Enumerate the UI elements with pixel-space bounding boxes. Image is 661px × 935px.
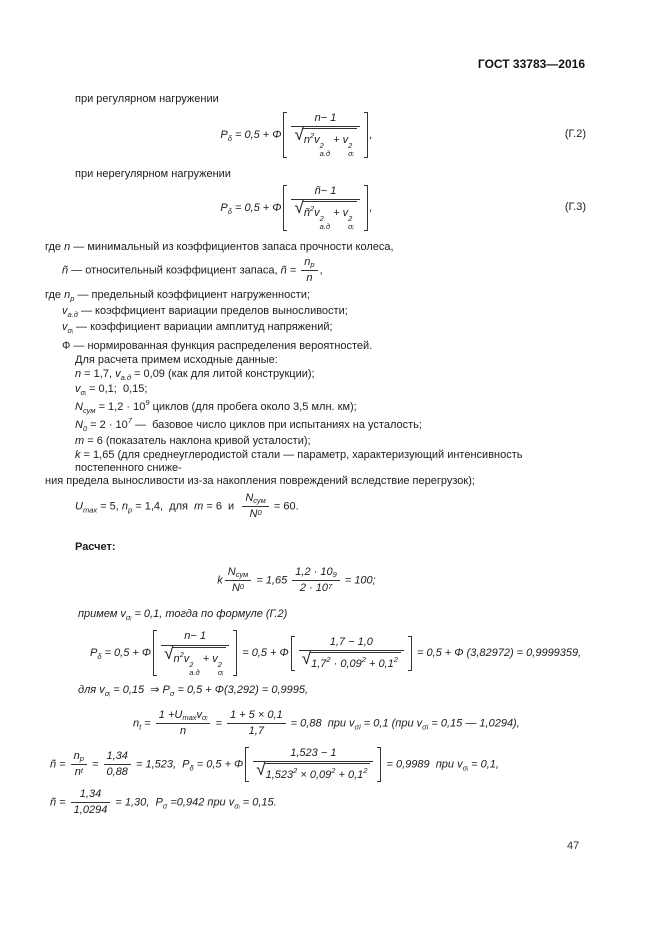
- var-vsigma-sub: σᵢ: [234, 801, 240, 811]
- var-np: n: [64, 289, 71, 302]
- equation-g2-row: [45, 112, 586, 158]
- para-regular-loading: при регулярном нагружении: [75, 93, 219, 105]
- text: при: [429, 758, 458, 771]
- sqrt: [294, 198, 356, 231]
- equation-g3-row: [45, 185, 586, 231]
- var-P-sub: δ: [227, 206, 232, 216]
- result: = 100;: [341, 574, 376, 587]
- text: = 0,1 (при: [360, 717, 417, 730]
- calc-main-formula: [45, 630, 586, 676]
- right-bracket: [364, 112, 368, 158]
- var-P-sub: δ: [227, 133, 232, 143]
- raschet-heading: Расчет:: [75, 541, 116, 554]
- fraction: [291, 185, 359, 231]
- calc-k-row: [45, 566, 586, 595]
- rad-n: n: [303, 134, 310, 147]
- rad-v2: v: [342, 134, 349, 147]
- equation-g3: [45, 185, 548, 231]
- var-vad-sub: а.д: [67, 310, 78, 319]
- var-ntilde2: ñ: [280, 264, 287, 277]
- eq-part: = 0,5 + Φ: [101, 647, 152, 660]
- var-vsigma-sub: σᵢ: [67, 325, 73, 335]
- rad-n-sup: 2: [309, 204, 315, 214]
- eq-part: = 0,5 + Φ: [239, 647, 289, 660]
- var-np-sub: р: [128, 505, 133, 515]
- result: =0,942 при: [167, 796, 229, 809]
- value: = 1,2 · 10: [95, 401, 146, 414]
- var-n: n: [75, 367, 82, 380]
- supsub: 2 а.д: [189, 659, 200, 677]
- var-vsigma: v: [99, 684, 105, 697]
- given-line-6: [45, 449, 586, 475]
- arrow-implies: = 0,15 ⇒: [110, 684, 163, 697]
- exponent: 7: [127, 416, 132, 426]
- where-text: — минимальный из коэффициентов запаса прочности колеса,: [70, 240, 394, 253]
- var-vsigma: v: [75, 383, 81, 396]
- fraction: 1,7 − 1,0 √ $1,7^2 \cdot 0,09^2 + 0,1^2$: [299, 636, 404, 671]
- value-note: — базовое число циклов при испытаниях на усталость;: [131, 419, 422, 432]
- sqrt: √ $1,7^2 \cdot 0,09^2 + 0,1^2$: [302, 652, 401, 671]
- where-text: — относительный коэффициент запаса,: [68, 264, 281, 277]
- sqrt: √ $n^2v$ 2 а.д + v 2 σᵢ: [164, 647, 226, 677]
- eq-sign: = 1,65: [253, 574, 291, 587]
- text: примем: [78, 607, 121, 620]
- equation-g2: [45, 112, 548, 158]
- eq-tail: ,: [369, 128, 373, 141]
- bracket-group: [283, 185, 367, 231]
- result: = 0,5 + Φ (3,82972) = 0,9999359,: [413, 647, 582, 660]
- value-note: = 0,09 (как для литой конструкции);: [130, 367, 315, 380]
- where-text: — коэффициент вариации амплитуд напряжений;: [72, 320, 333, 333]
- var-nt: n: [133, 717, 140, 730]
- var-vsigma-sub: σᵢ: [462, 763, 469, 773]
- var-vad: v: [115, 367, 121, 380]
- formula-g2: [220, 112, 372, 158]
- var-ntilde: ñ: [62, 264, 69, 277]
- where-line-phi: [45, 340, 586, 353]
- text: = 0,1,: [468, 758, 499, 771]
- equation-label-g3: (Г.3): [564, 201, 586, 214]
- calc-for-015-line: [45, 684, 586, 699]
- var-N0: N: [75, 419, 83, 432]
- var-k: k: [75, 448, 81, 461]
- eq-pre: = 0,5 + Φ: [231, 128, 282, 141]
- text: для: [78, 684, 100, 697]
- left-bracket: [291, 636, 295, 671]
- given-line-2: [45, 383, 586, 398]
- radical-icon: √: [294, 125, 304, 145]
- var-P-sub: δ: [97, 652, 102, 662]
- result: = 0,9989: [383, 758, 430, 771]
- result: = 1,523,: [132, 758, 183, 771]
- var-vsigma-sub: σᵢ: [80, 388, 86, 398]
- formula-k: [217, 566, 375, 595]
- eq-sign: =: [212, 717, 226, 730]
- fraction: 1 + U max v σᵢ n: [156, 709, 211, 738]
- var-P: P: [220, 128, 228, 141]
- fraction-np-n: n р n: [301, 256, 317, 285]
- para-irregular-loading: при нерегулярном нагружении: [75, 167, 231, 180]
- left-bracket: [245, 747, 249, 782]
- supsub: 2 σᵢ: [217, 659, 224, 677]
- where-prefix: где: [45, 240, 65, 253]
- left-bracket: [283, 185, 287, 231]
- given-line-5: [45, 435, 586, 448]
- right-bracket: [408, 636, 412, 671]
- fraction-cycles: 1,2 · 10 9 2 · 10 7: [292, 566, 339, 595]
- calc-assume-line: [45, 608, 586, 623]
- where-line-vsigma: [45, 321, 586, 336]
- result: = 0,5 + Φ(3,292) = 0,9995,: [174, 684, 309, 697]
- eq-sign: =: [56, 758, 69, 771]
- where-text: — предельный коэффициент нагруженности;: [74, 289, 310, 302]
- eq-pre: = 0,5 + Φ: [231, 201, 282, 214]
- given-line-7: [45, 492, 586, 521]
- rad-v1: v: [314, 134, 320, 147]
- rad-v1-supsub: 2 а.д: [319, 214, 331, 231]
- calc-k-formula: [45, 566, 548, 595]
- text: = 0,15 — 1,0294),: [428, 717, 520, 730]
- var-P-sub: σ: [169, 689, 175, 699]
- text: = 0,1, тогда по формуле (Г.2): [131, 607, 288, 620]
- var-vsigma-sub: σᵢ: [125, 612, 132, 622]
- right-bracket: [377, 747, 381, 782]
- calc-ntilde-line-1: [45, 747, 586, 782]
- fraction: n р n t: [71, 750, 87, 779]
- var-vsigma-sub: σi: [354, 722, 361, 732]
- page-number: 47: [567, 840, 580, 852]
- where-line-vad: [45, 305, 586, 320]
- var-ntilde: ñ: [50, 796, 57, 809]
- var-vsigma: v: [62, 320, 68, 333]
- bracket-group: [245, 747, 381, 782]
- var-P-sub: σ: [162, 801, 168, 811]
- where-line-np: [45, 289, 586, 304]
- text: при: [321, 717, 350, 730]
- var-m: m: [194, 500, 204, 513]
- rad-v2-supsub: 2 σᵢ: [348, 141, 354, 159]
- var-np: n: [121, 500, 129, 513]
- rad-v1-supsub: 2 а.д: [319, 141, 331, 159]
- where-text: — коэффициент вариации пределов выносливости;: [77, 305, 348, 317]
- value: = 0,1; 0,15;: [85, 383, 148, 396]
- comma: ,: [319, 264, 323, 277]
- value-note: = 6 (показатель наклона кривой усталости);: [84, 435, 311, 447]
- right-bracket: [364, 185, 368, 231]
- result: = 0,88: [287, 717, 322, 730]
- numerator-var: ñ: [314, 184, 321, 197]
- var-Umax: U: [75, 500, 83, 513]
- value-note: = 1,65 (для среднеуглеродистой стали — параметр, характеризующий интенсивность постепенного сниже-: [75, 448, 523, 474]
- var-np-sub: р: [70, 294, 75, 304]
- value: = 5,: [97, 500, 122, 513]
- fraction-Nsum-N0: N сум N 0: [242, 492, 269, 521]
- fraction: 1,523 − 1 √ $1,523^2 \times 0,09^2 + 0,1^2$: [253, 747, 373, 782]
- var-P: P: [90, 647, 98, 660]
- rad-v2: v: [342, 207, 349, 220]
- radical-icon: √: [256, 759, 266, 779]
- fraction: $\frac{1 + 5 \times 0,1}{1,7}$: [227, 709, 286, 738]
- fraction: $\frac{1,34}{0,88}$: [104, 750, 131, 779]
- numerator-var: n: [314, 111, 321, 124]
- var-vad: v: [62, 305, 68, 317]
- var-k: k: [217, 574, 223, 587]
- given-line-6-continuation: ния предела выносливости из-за накопления повреждений вследствие перегрузок);: [45, 474, 475, 487]
- var-Nsum-sub: сум: [82, 406, 96, 416]
- numerator-rest: − 1: [320, 184, 337, 197]
- var-vsigma-sub: σᵢ: [104, 689, 111, 699]
- value: = 60.: [270, 500, 299, 513]
- rad-plus: +: [330, 134, 343, 147]
- rad-n: ñ: [303, 207, 310, 220]
- value: = 1,7,: [81, 367, 116, 380]
- data-intro-line: Для расчета примем исходные данные:: [75, 353, 278, 366]
- left-bracket: [283, 112, 287, 158]
- var-nt-sub: t: [139, 722, 142, 732]
- fraction: n − 1 √ $n^2v$ 2 а.д + v 2 σᵢ: [161, 630, 229, 676]
- radical-icon: √: [164, 643, 174, 663]
- var-P: P: [220, 201, 228, 214]
- radical-icon: √: [294, 198, 304, 218]
- rad-v2-supsub: 2 σᵢ: [348, 214, 354, 231]
- var-ntilde: ñ: [50, 758, 57, 771]
- numerator-rest: − 1: [320, 111, 337, 124]
- given-line-3: [45, 399, 586, 416]
- var-vsigma-sub: σi: [422, 722, 429, 732]
- right-bracket: [233, 630, 237, 676]
- var-P: P: [162, 684, 170, 697]
- var-vsigma: v: [120, 607, 126, 620]
- text: = 0,15.: [239, 796, 277, 809]
- value: = 2 · 10: [87, 419, 128, 432]
- given-line-4: [45, 417, 586, 434]
- var-Umax-sub: max: [82, 505, 98, 515]
- where-line-n: [45, 241, 586, 254]
- given-line-1: [45, 368, 586, 383]
- bracket-group: [291, 636, 412, 671]
- eq-sign: =: [286, 264, 300, 277]
- sqrt: √ $1,523^2 \times 0,09^2 + 0,1^2$: [256, 763, 370, 782]
- value: = 1,4, для: [132, 500, 195, 513]
- value: = 6 и: [203, 500, 241, 513]
- doc-number-header: ГОСТ 33783—2016: [477, 57, 585, 71]
- calc-nt-line: [45, 709, 586, 738]
- var-N0-sub: 0: [82, 424, 88, 434]
- bracket-group: [153, 630, 237, 676]
- eq-sign: =: [88, 758, 102, 771]
- var-vsigma: v: [228, 796, 235, 809]
- rad-n-sup: 2: [309, 131, 315, 141]
- var-P-sub: δ: [189, 763, 194, 773]
- formula-g3: [220, 185, 372, 231]
- var-vsigma: v: [457, 758, 463, 771]
- result: = 1,30,: [112, 796, 156, 809]
- var-P: P: [182, 758, 190, 771]
- eq-sign: =: [141, 717, 154, 730]
- exponent: 9: [145, 398, 150, 408]
- bracket-group: [283, 112, 367, 158]
- var-Nsum: N: [75, 401, 83, 414]
- page-content: [45, 88, 586, 817]
- left-bracket: [153, 630, 157, 676]
- fraction: [291, 112, 359, 158]
- var-vsigma: v: [416, 717, 423, 730]
- eq-part: = 0,5 + Φ: [193, 758, 244, 771]
- var-vsigma: v: [349, 717, 355, 730]
- where-text: — нормированная функция распределения вероятностей.: [70, 339, 373, 352]
- fraction-Nsum-N0: N сум N 0: [225, 566, 252, 595]
- eq-tail: ,: [369, 201, 373, 214]
- equation-label-g2: (Г.2): [564, 128, 586, 141]
- value-note: циклов (для пробега около 3,5 млн. км);: [149, 401, 357, 414]
- var-vad-sub: а.д: [120, 372, 131, 382]
- var-m: m: [75, 435, 85, 447]
- where-prefix: где: [45, 289, 65, 302]
- radical-icon: √: [301, 648, 312, 668]
- fraction: $\frac{1,34}{1,0294}$: [71, 788, 111, 817]
- var-P: P: [155, 796, 163, 809]
- rad-plus: +: [330, 207, 343, 220]
- var-n: n: [64, 240, 71, 253]
- sqrt: [294, 125, 356, 159]
- rad-v1: v: [314, 207, 320, 220]
- eq-sign: =: [56, 796, 69, 809]
- calc-ntilde-line-2: [45, 788, 586, 817]
- where-line-ntilde: [45, 256, 586, 285]
- var-phi: Ф: [62, 339, 71, 352]
